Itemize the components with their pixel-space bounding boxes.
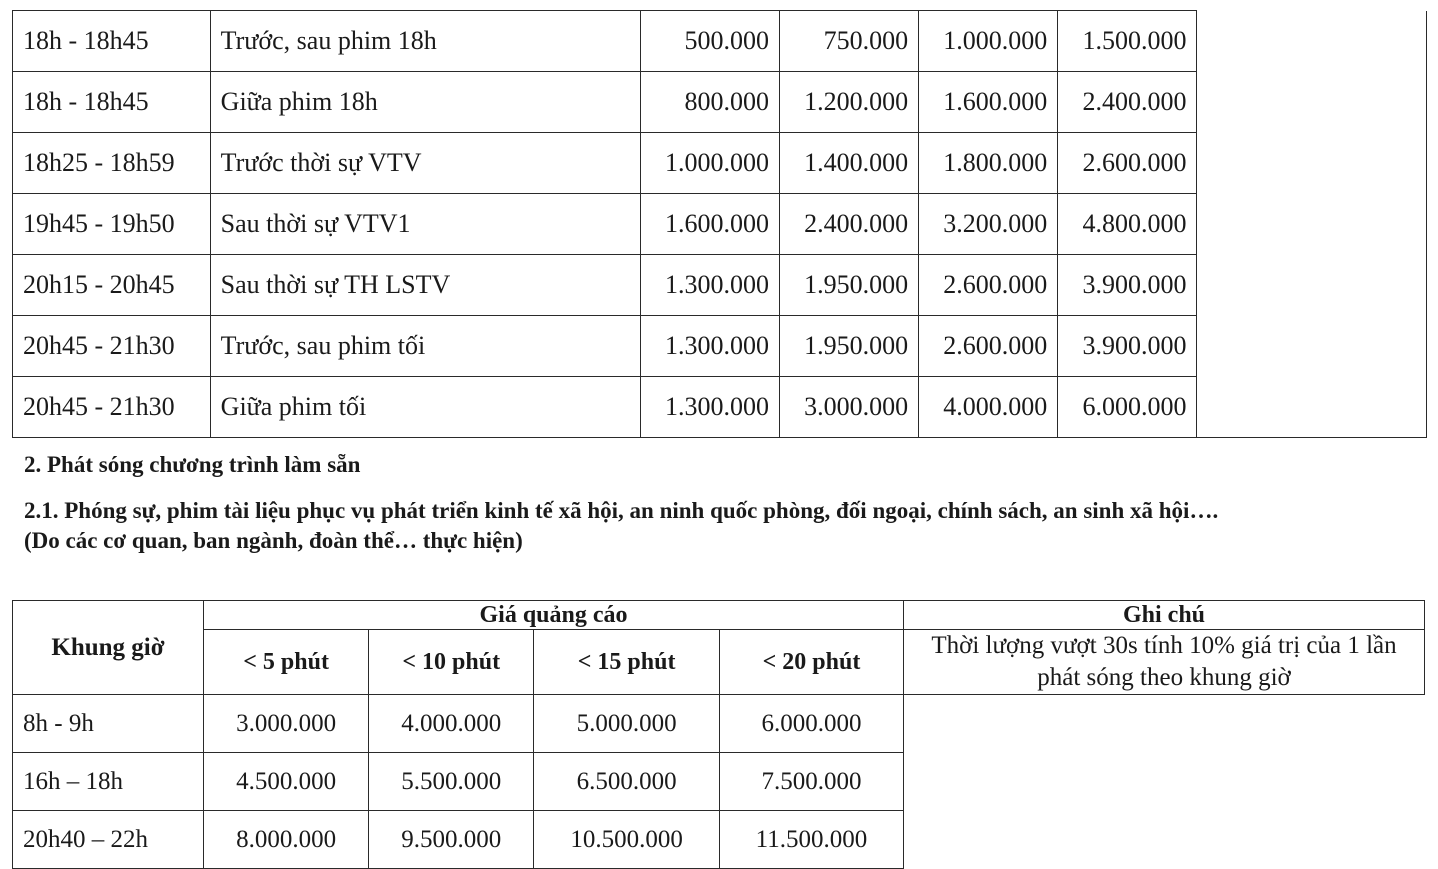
price-cell: 750.000 bbox=[780, 11, 919, 72]
program-cell: Sau thời sự VTV1 bbox=[210, 194, 640, 255]
program-cell: Trước, sau phim tối bbox=[210, 316, 640, 377]
time-slot-cell: 20h15 - 20h45 bbox=[13, 255, 211, 316]
time-slot-cell: 18h25 - 18h59 bbox=[13, 133, 211, 194]
table-row bbox=[13, 194, 1427, 255]
duration-header: < 20 phút bbox=[719, 630, 903, 695]
price-cell: 3.900.000 bbox=[1058, 255, 1197, 316]
price-cell: 2.600.000 bbox=[919, 316, 1058, 377]
price-cell: 1.000.000 bbox=[919, 11, 1058, 72]
price-cell: 1.300.000 bbox=[640, 316, 779, 377]
price-cell: 7.500.000 bbox=[719, 753, 903, 811]
price-cell: 1.600.000 bbox=[640, 194, 779, 255]
table-row bbox=[13, 11, 1427, 72]
price-cell: 10.500.000 bbox=[534, 811, 720, 869]
price-cell: 1.800.000 bbox=[919, 133, 1058, 194]
time-slot-cell: 20h40 – 22h bbox=[13, 811, 204, 869]
price-cell: 2.600.000 bbox=[1058, 133, 1197, 194]
subsection-heading-note: (Do các cơ quan, ban ngành, đoàn thể… thực hiện) bbox=[24, 528, 523, 553]
price-cell: 1.300.000 bbox=[640, 255, 779, 316]
table-row bbox=[13, 377, 1427, 438]
program-price-table bbox=[12, 600, 1425, 869]
price-cell: 1.200.000 bbox=[780, 72, 919, 133]
table-row bbox=[13, 695, 1425, 753]
note-cell bbox=[1197, 72, 1427, 133]
price-cell: 8.000.000 bbox=[204, 811, 369, 869]
price-cell: 2.400.000 bbox=[1058, 72, 1197, 133]
price-cell: 6.000.000 bbox=[719, 695, 903, 753]
program-cell: Sau thời sự TH LSTV bbox=[210, 255, 640, 316]
top-price-table bbox=[12, 10, 1427, 438]
program-cell: Trước, sau phim 18h bbox=[210, 11, 640, 72]
note-cell bbox=[1197, 377, 1427, 438]
price-cell: 1.400.000 bbox=[780, 133, 919, 194]
price-cell: 3.000.000 bbox=[204, 695, 369, 753]
table-row bbox=[13, 316, 1427, 377]
table-row bbox=[13, 133, 1427, 194]
price-cell: 5.500.000 bbox=[369, 753, 534, 811]
note-cell bbox=[904, 630, 1425, 695]
price-cell: 6.500.000 bbox=[534, 753, 720, 811]
time-slot-cell: 16h – 18h bbox=[13, 753, 204, 811]
note-cell bbox=[1197, 316, 1427, 377]
price-cell: 3.200.000 bbox=[919, 194, 1058, 255]
table-row bbox=[13, 255, 1427, 316]
note-cell bbox=[1197, 255, 1427, 316]
section-heading: 2. Phát sóng chương trình làm sẵn bbox=[24, 452, 361, 477]
price-cell: 3.000.000 bbox=[780, 377, 919, 438]
time-slot-cell: 8h - 9h bbox=[13, 695, 204, 753]
note-text-line1: Thời lượng vượt 30s tính 10% giá trị của 1 lần bbox=[931, 632, 1397, 659]
time-slot-cell: 18h - 18h45 bbox=[13, 72, 211, 133]
price-cell: 2.400.000 bbox=[780, 194, 919, 255]
time-slot-cell: 20h45 - 21h30 bbox=[13, 377, 211, 438]
duration-header: < 10 phút bbox=[369, 630, 534, 695]
price-cell: 5.000.000 bbox=[534, 695, 720, 753]
program-cell: Trước thời sự VTV bbox=[210, 133, 640, 194]
table-row bbox=[13, 72, 1427, 133]
price-cell: 1.950.000 bbox=[780, 316, 919, 377]
price-cell: 1.500.000 bbox=[1058, 11, 1197, 72]
time-slot-cell: 19h45 - 19h50 bbox=[13, 194, 211, 255]
price-cell: 9.500.000 bbox=[369, 811, 534, 869]
price-cell: 11.500.000 bbox=[719, 811, 903, 869]
price-cell: 4.500.000 bbox=[204, 753, 369, 811]
price-cell: 1.950.000 bbox=[780, 255, 919, 316]
header-row bbox=[13, 601, 1425, 630]
note-header: Ghi chú bbox=[904, 601, 1425, 630]
price-cell: 1.000.000 bbox=[640, 133, 779, 194]
subsection-heading: 2.1. Phóng sự, phim tài liệu phục vụ phát triển kinh tế xã hội, an ninh quốc phòng, đối ngoại, chính sách, an sinh xã hội…. bbox=[24, 498, 1219, 523]
note-text-line2: phát sóng theo khung giờ bbox=[1037, 664, 1291, 691]
duration-header: < 5 phút bbox=[204, 630, 369, 695]
program-cell: Giữa phim 18h bbox=[210, 72, 640, 133]
table-row bbox=[13, 811, 1425, 869]
time-slot-cell: 18h - 18h45 bbox=[13, 11, 211, 72]
program-cell: Giữa phim tối bbox=[210, 377, 640, 438]
price-cell: 1.600.000 bbox=[919, 72, 1058, 133]
price-group-header: Giá quảng cáo bbox=[204, 601, 904, 630]
price-cell: 1.300.000 bbox=[640, 377, 779, 438]
price-cell: 4.800.000 bbox=[1058, 194, 1197, 255]
price-cell: 800.000 bbox=[640, 72, 779, 133]
table-row bbox=[13, 753, 1425, 811]
note-cell bbox=[1197, 194, 1427, 255]
note-cell bbox=[1197, 133, 1427, 194]
time-slot-cell: 20h45 - 21h30 bbox=[13, 316, 211, 377]
price-cell: 3.900.000 bbox=[1058, 316, 1197, 377]
price-cell: 500.000 bbox=[640, 11, 779, 72]
price-cell: 6.000.000 bbox=[1058, 377, 1197, 438]
price-cell: 2.600.000 bbox=[919, 255, 1058, 316]
time-slot-header: Khung giờ bbox=[13, 601, 204, 695]
header-row bbox=[13, 630, 1425, 695]
duration-header: < 15 phút bbox=[534, 630, 720, 695]
price-cell: 4.000.000 bbox=[919, 377, 1058, 438]
note-cell bbox=[1197, 11, 1427, 72]
price-cell: 4.000.000 bbox=[369, 695, 534, 753]
